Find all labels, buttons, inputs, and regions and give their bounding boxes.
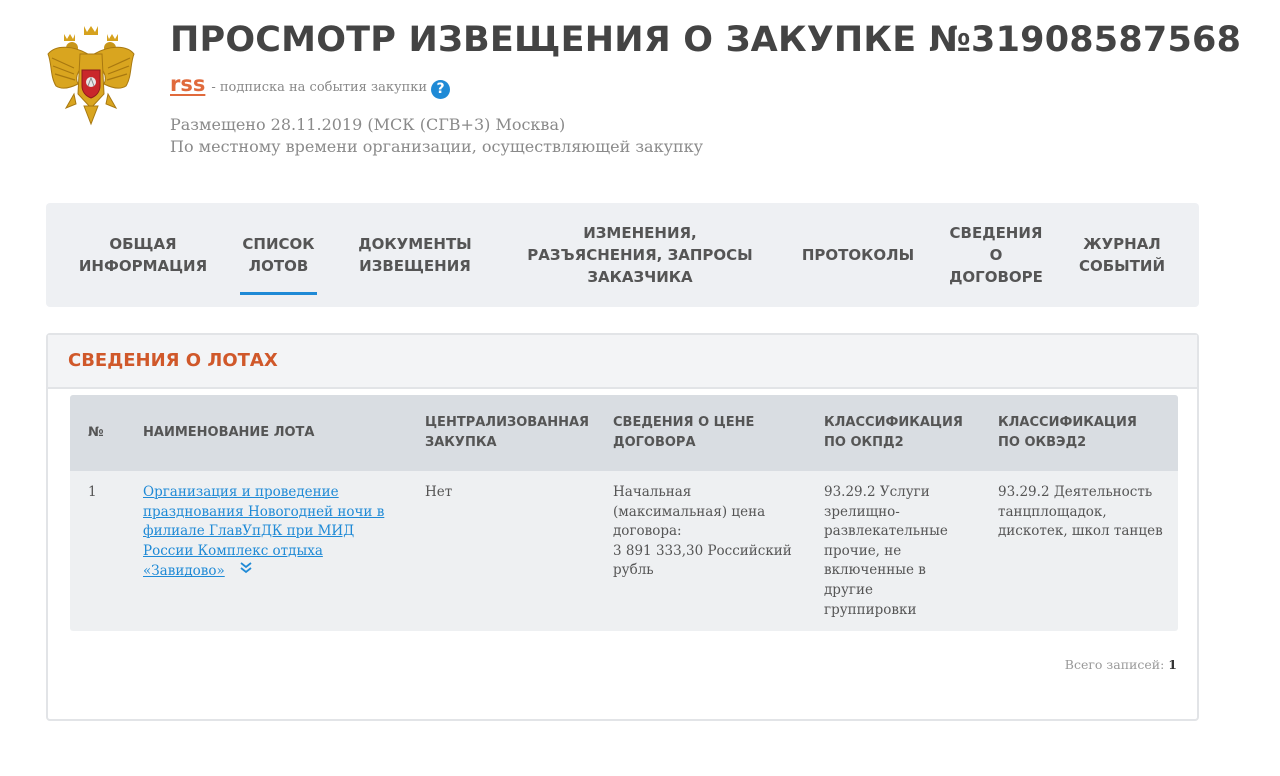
total-records-label: Всего записей: — [1064, 657, 1165, 672]
tab-changes-clarifications[interactable] — [520, 203, 760, 307]
tab-event-log[interactable] — [1072, 203, 1172, 307]
expand-double-chevron-icon[interactable] — [239, 561, 253, 582]
centralized-value: Нет — [425, 484, 453, 500]
tab-protocols[interactable] — [796, 203, 920, 307]
lot-name-link[interactable]: Организация и проведение празднования Новогодней ночи в филиале ГлавУпДК при МИД России Комплекс отдыха «Завидово» — [143, 484, 385, 580]
tab-notice-documents[interactable] — [351, 203, 479, 307]
lots-table-header — [70, 395, 1178, 471]
help-icon[interactable]: ? — [431, 80, 450, 99]
tab-contract-info[interactable] — [942, 203, 1050, 307]
lots-panel — [46, 333, 1199, 721]
tab-label: ЖУРНАЛ СОБЫТИЙ — [1078, 235, 1166, 275]
lots-panel-title: СВЕДЕНИЯ О ЛОТАХ — [68, 350, 278, 371]
tab-bar — [46, 203, 1199, 307]
page-title: ПРОСМОТР ИЗВЕЩЕНИЯ О ЗАКУПКЕ №31908587568 — [170, 20, 1242, 60]
posted-timezone-note: По местному времени организации, осуществляющей закупку — [170, 137, 704, 156]
column-header-lot-name: НАИМЕНОВАНИЕ ЛОТА — [143, 425, 315, 440]
column-header-price: СВЕДЕНИЯ О ЦЕНЕ ДОГОВОРА — [613, 415, 755, 450]
coat-of-arms-icon — [44, 24, 138, 128]
column-header-okved2: КЛАССИФИКАЦИЯ ПО ОКВЭД2 — [998, 415, 1137, 450]
price-value: Начальная (максимальная) цена договора: 3 891 333,30 Российский рубль — [613, 484, 792, 579]
tab-label: ИЗМЕНЕНИЯ, РАЗЪЯСНЕНИЯ, ЗАПРОСЫ ЗАКАЗЧИКА — [527, 224, 753, 286]
posted-info — [170, 114, 703, 158]
okved2-value: 93.29.2 Деятельность танцплощадок, дискотек, школ танцев — [998, 484, 1163, 540]
okpd2-value: 93.29.2 Услуги зрелищно-развлекательные прочие, не включенные в другие группировки — [824, 484, 948, 618]
lots-table — [70, 395, 1178, 631]
lot-name-cell — [143, 483, 393, 582]
total-records-value: 1 — [1168, 657, 1177, 672]
tab-label: СВЕДЕНИЯ О ДОГОВОРЕ — [949, 224, 1043, 286]
lot-number: 1 — [88, 484, 97, 500]
column-header-number: № — [88, 425, 104, 440]
tab-lot-list[interactable] — [240, 203, 317, 307]
column-header-centralized: ЦЕНТРАЛИЗОВАННАЯ ЗАКУПКА — [425, 415, 590, 450]
posted-date: Размещено 28.11.2019 (МСК (СГВ+3) Москва) — [170, 115, 566, 134]
column-header-okpd2: КЛАССИФИКАЦИЯ ПО ОКПД2 — [824, 415, 963, 450]
tab-label: ДОКУМЕНТЫ ИЗВЕЩЕНИЯ — [358, 235, 472, 275]
tab-label: СПИСОК ЛОТОВ — [242, 235, 315, 275]
rss-description: - подписка на события закупки — [211, 80, 428, 95]
rss-link[interactable]: rss — [170, 72, 206, 96]
rss-subscription-line — [170, 72, 450, 97]
tab-general-info[interactable] — [74, 203, 212, 307]
total-records — [1065, 657, 1177, 672]
tab-label: ОБЩАЯ ИНФОРМАЦИЯ — [78, 235, 208, 275]
tab-label: ПРОТОКОЛЫ — [801, 246, 915, 264]
